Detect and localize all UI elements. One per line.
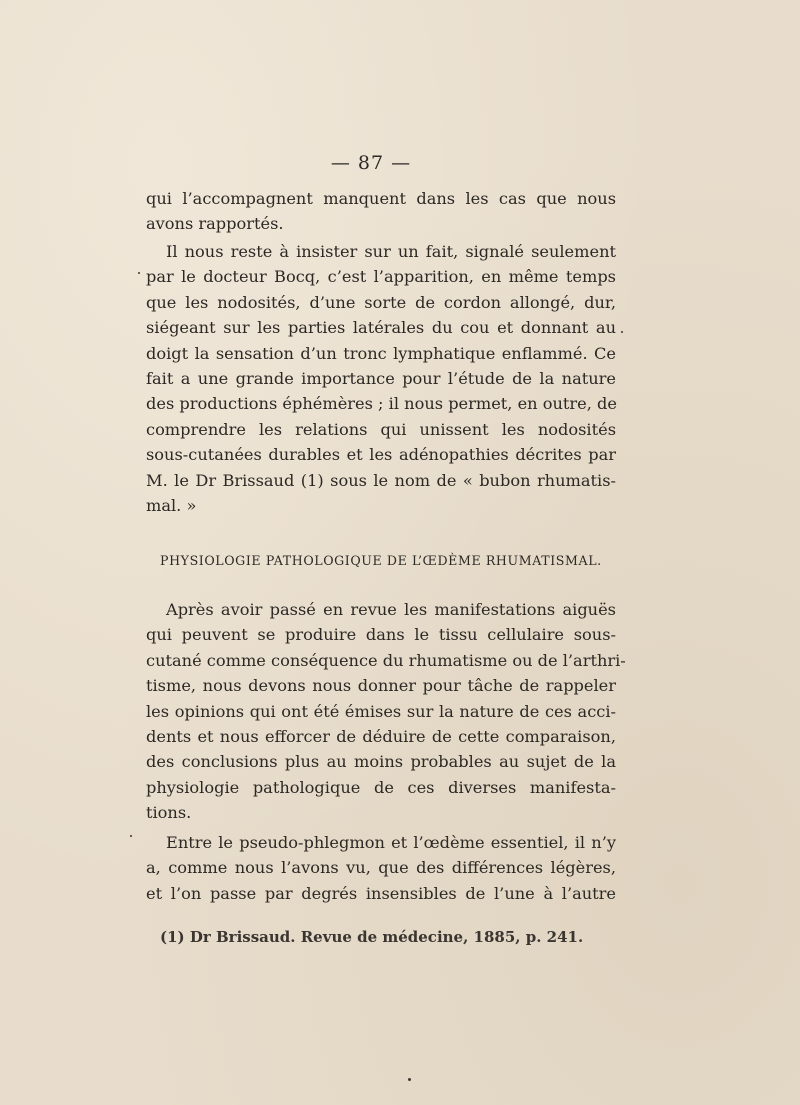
text-line: mal. »	[146, 495, 197, 515]
text-line: dents et nous efforcer de déduire de cette comparaison,	[146, 726, 616, 746]
paragraph-2	[146, 239, 616, 518]
text-line: siégeant sur les parties latérales du cou et donnant au	[146, 318, 616, 338]
text-line: a, comme nous l’avons vu, que des différences légères,	[146, 858, 616, 878]
paragraph-1	[146, 186, 616, 237]
text-line: fait a une grande importance pour l’étude de la nature	[146, 368, 616, 388]
text-line: par le docteur Bocq, c’est l’apparition, en même temps	[146, 267, 616, 287]
text-line: tions.	[146, 803, 192, 823]
text-line: que les nodosités, d’une sorte de cordon allongé, dur,	[146, 292, 616, 312]
text-line: les opinions qui ont été émises sur la nature de ces acci-	[146, 701, 616, 721]
text-line: M. le Dr Brissaud (1) sous le nom de « bubon rhumatis-	[146, 470, 616, 490]
text-line: des conclusions plus au moins probables au sujet de la	[146, 752, 616, 772]
text-line: comprendre les relations qui unissent les nodosités	[146, 419, 616, 439]
text-line: qui l’accompagnent manquent dans les cas que nous	[146, 189, 616, 208]
paper-speck	[130, 835, 132, 837]
text-line: tisme, nous devons nous donner pour tâche de rappeler	[146, 676, 616, 696]
text-line: et l’on passe par degrés insensibles de l’une à l’autre	[146, 883, 616, 903]
text-line: Il nous reste à insister sur un fait, signalé seulement	[166, 242, 616, 261]
paragraph-4	[146, 830, 616, 906]
text-line: avons rapportés.	[146, 214, 284, 234]
footnote: (1) Dr Brissaud. Revue de médecine, 1885, p. 241.	[160, 928, 584, 946]
section-heading: PHYSIOLOGIE PATHOLOGIQUE DE L’ŒDÈME RHUMATISMAL.	[160, 553, 602, 568]
text-line: doigt la sensation d’un tronc lymphatique enflammé. Ce	[146, 343, 616, 363]
text-line: physiologie pathologique de ces diverses manifesta-	[146, 777, 616, 797]
text-line: cutané comme conséquence du rhumatisme ou de l’arthri-	[146, 650, 626, 670]
text-line: qui peuvent se produire dans le tissu cellulaire sous-	[146, 625, 616, 645]
text-line: sous-cutanées durables et les adénopathies décrites par	[146, 445, 616, 465]
paper-speck	[138, 272, 140, 274]
text-line: Après avoir passé en revue les manifestations aiguës	[166, 600, 616, 619]
text-line: Entre le pseudo-phlegmon et l’œdème essentiel, il n’y	[166, 833, 616, 852]
paragraph-3	[146, 597, 626, 826]
paper-speck	[621, 331, 623, 333]
page-number: — 87 —	[330, 152, 412, 174]
text-line: des productions éphémères ; il nous permet, en outre, de	[146, 394, 617, 414]
paper-speck	[408, 1078, 411, 1081]
